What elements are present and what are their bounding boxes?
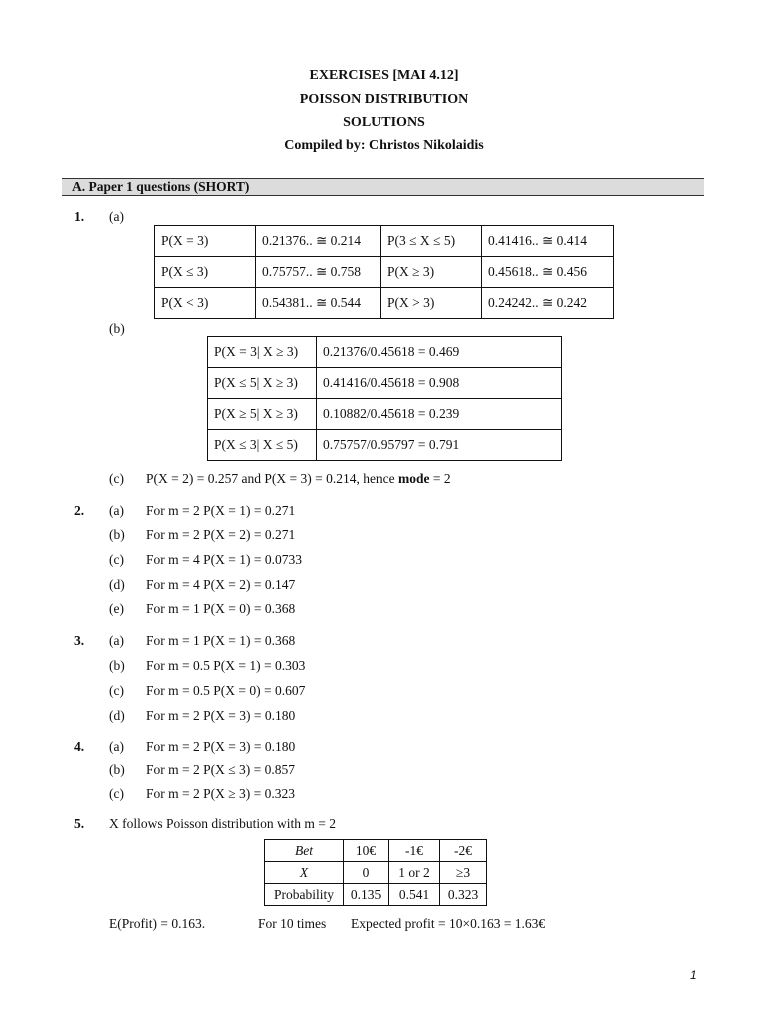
table-cell: 10€ bbox=[344, 840, 389, 862]
table-cell: 0 bbox=[344, 862, 389, 884]
part-label: (c) bbox=[109, 786, 124, 801]
answer-line: For m = 2 P(X = 3) = 0.180 bbox=[146, 739, 296, 754]
table-row bbox=[155, 288, 614, 319]
question-5-expected-profit: Expected profit = 10×0.163 = 1.63€ bbox=[351, 916, 546, 931]
part-label: (a) bbox=[109, 739, 124, 754]
question-1c-answer bbox=[146, 471, 451, 487]
table-cell: P(X ≥ 3) bbox=[381, 257, 482, 288]
section-header bbox=[62, 178, 704, 196]
answer-line: For m = 2 P(X = 2) = 0.271 bbox=[146, 527, 296, 542]
table-cell: 0.41416.. ≅ 0.414 bbox=[482, 226, 614, 257]
question-5-expected-value: E(Profit) = 0.163. bbox=[109, 916, 206, 931]
table-q5 bbox=[264, 839, 487, 906]
answer-line: For m = 4 P(X = 2) = 0.147 bbox=[146, 577, 296, 592]
doc-author: Compiled by: Christos Nikolaidis bbox=[284, 138, 484, 153]
table-cell: P(X ≤ 3| X ≤ 5) bbox=[208, 430, 317, 461]
table-cell: -1€ bbox=[389, 840, 440, 862]
part-label: (d) bbox=[109, 577, 125, 592]
section-label: A. Paper 1 questions (SHORT) bbox=[72, 179, 250, 194]
table-cell: -2€ bbox=[440, 840, 487, 862]
answer-line: For m = 1 P(X = 0) = 0.368 bbox=[146, 601, 296, 616]
table-cell: 0.41416/0.45618 = 0.908 bbox=[317, 368, 562, 399]
part-label: (a) bbox=[109, 633, 124, 648]
question-5-number: 5. bbox=[74, 816, 85, 831]
part-label: (b) bbox=[109, 762, 125, 777]
table-cell: X bbox=[265, 862, 344, 884]
answer-text: P(X = 2) = 0.257 and P(X = 3) = 0.214, hence bbox=[146, 471, 399, 486]
table-q1b bbox=[207, 336, 562, 461]
table-row bbox=[265, 840, 487, 862]
table-row bbox=[265, 862, 487, 884]
table-cell: 0.45618.. ≅ 0.456 bbox=[482, 257, 614, 288]
page-number: 1 bbox=[690, 968, 697, 982]
table-cell: Bet bbox=[265, 840, 344, 862]
part-label: (c) bbox=[109, 552, 124, 567]
question-5-repetitions: For 10 times bbox=[258, 916, 327, 931]
part-label: (b) bbox=[109, 527, 125, 542]
question-1-number: 1. bbox=[74, 209, 85, 224]
doc-title-line-2: POISSON DISTRIBUTION bbox=[299, 92, 469, 107]
table-cell: 0.75757.. ≅ 0.758 bbox=[256, 257, 381, 288]
answer-line: For m = 2 P(X ≥ 3) = 0.323 bbox=[146, 786, 296, 801]
table-row bbox=[208, 399, 562, 430]
doc-title-line-3: SOLUTIONS bbox=[343, 115, 425, 130]
table-cell: 0.135 bbox=[344, 884, 389, 906]
table-row bbox=[155, 226, 614, 257]
table-cell: P(X ≤ 3) bbox=[155, 257, 256, 288]
part-label: (c) bbox=[109, 683, 124, 698]
question-1c-label: (c) bbox=[109, 471, 124, 486]
table-cell: 0.24242.. ≅ 0.242 bbox=[482, 288, 614, 319]
table-row bbox=[208, 430, 562, 461]
table-cell: P(3 ≤ X ≤ 5) bbox=[381, 226, 482, 257]
table-row bbox=[208, 368, 562, 399]
table-cell: ≥3 bbox=[440, 862, 487, 884]
question-1b-label: (b) bbox=[109, 321, 125, 336]
table-cell: P(X ≥ 5| X ≥ 3) bbox=[208, 399, 317, 430]
question-3-number: 3. bbox=[74, 633, 85, 648]
table-cell: 1 or 2 bbox=[389, 862, 440, 884]
answer-line: For m = 1 P(X = 1) = 0.368 bbox=[146, 633, 296, 648]
answer-line: For m = 0.5 P(X = 1) = 0.303 bbox=[146, 658, 306, 673]
table-cell: P(X = 3| X ≥ 3) bbox=[208, 337, 317, 368]
answer-line: For m = 4 P(X = 1) = 0.0733 bbox=[146, 552, 302, 567]
doc-title-line-1: EXERCISES [MAI 4.12] bbox=[309, 68, 459, 83]
table-cell: P(X ≤ 5| X ≥ 3) bbox=[208, 368, 317, 399]
table-q1a bbox=[154, 225, 614, 319]
part-label: (b) bbox=[109, 658, 125, 673]
table-cell: P(X > 3) bbox=[381, 288, 482, 319]
table-cell: P(X < 3) bbox=[155, 288, 256, 319]
table-cell: 0.21376.. ≅ 0.214 bbox=[256, 226, 381, 257]
table-row bbox=[208, 337, 562, 368]
answer-text: = 2 bbox=[429, 471, 451, 486]
question-1a-label: (a) bbox=[109, 209, 124, 224]
question-5-intro: X follows Poisson distribution with m = 2 bbox=[109, 816, 337, 831]
answer-line: For m = 2 P(X ≤ 3) = 0.857 bbox=[146, 762, 296, 777]
table-row bbox=[155, 257, 614, 288]
table-cell: P(X = 3) bbox=[155, 226, 256, 257]
answer-keyword: mode bbox=[398, 471, 430, 486]
table-cell: Probability bbox=[265, 884, 344, 906]
answer-line: For m = 2 P(X = 1) = 0.271 bbox=[146, 503, 296, 518]
table-cell: 0.54381.. ≅ 0.544 bbox=[256, 288, 381, 319]
table-cell: 0.323 bbox=[440, 884, 487, 906]
table-cell: 0.541 bbox=[389, 884, 440, 906]
table-cell: 0.75757/0.95797 = 0.791 bbox=[317, 430, 562, 461]
table-cell: 0.21376/0.45618 = 0.469 bbox=[317, 337, 562, 368]
part-label: (d) bbox=[109, 708, 125, 723]
part-label: (e) bbox=[109, 601, 124, 616]
table-row bbox=[265, 884, 487, 906]
question-4-number: 4. bbox=[74, 739, 85, 754]
answer-line: For m = 0.5 P(X = 0) = 0.607 bbox=[146, 683, 306, 698]
part-label: (a) bbox=[109, 503, 124, 518]
answer-line: For m = 2 P(X = 3) = 0.180 bbox=[146, 708, 296, 723]
question-2-number: 2. bbox=[74, 503, 85, 518]
table-cell: 0.10882/0.45618 = 0.239 bbox=[317, 399, 562, 430]
